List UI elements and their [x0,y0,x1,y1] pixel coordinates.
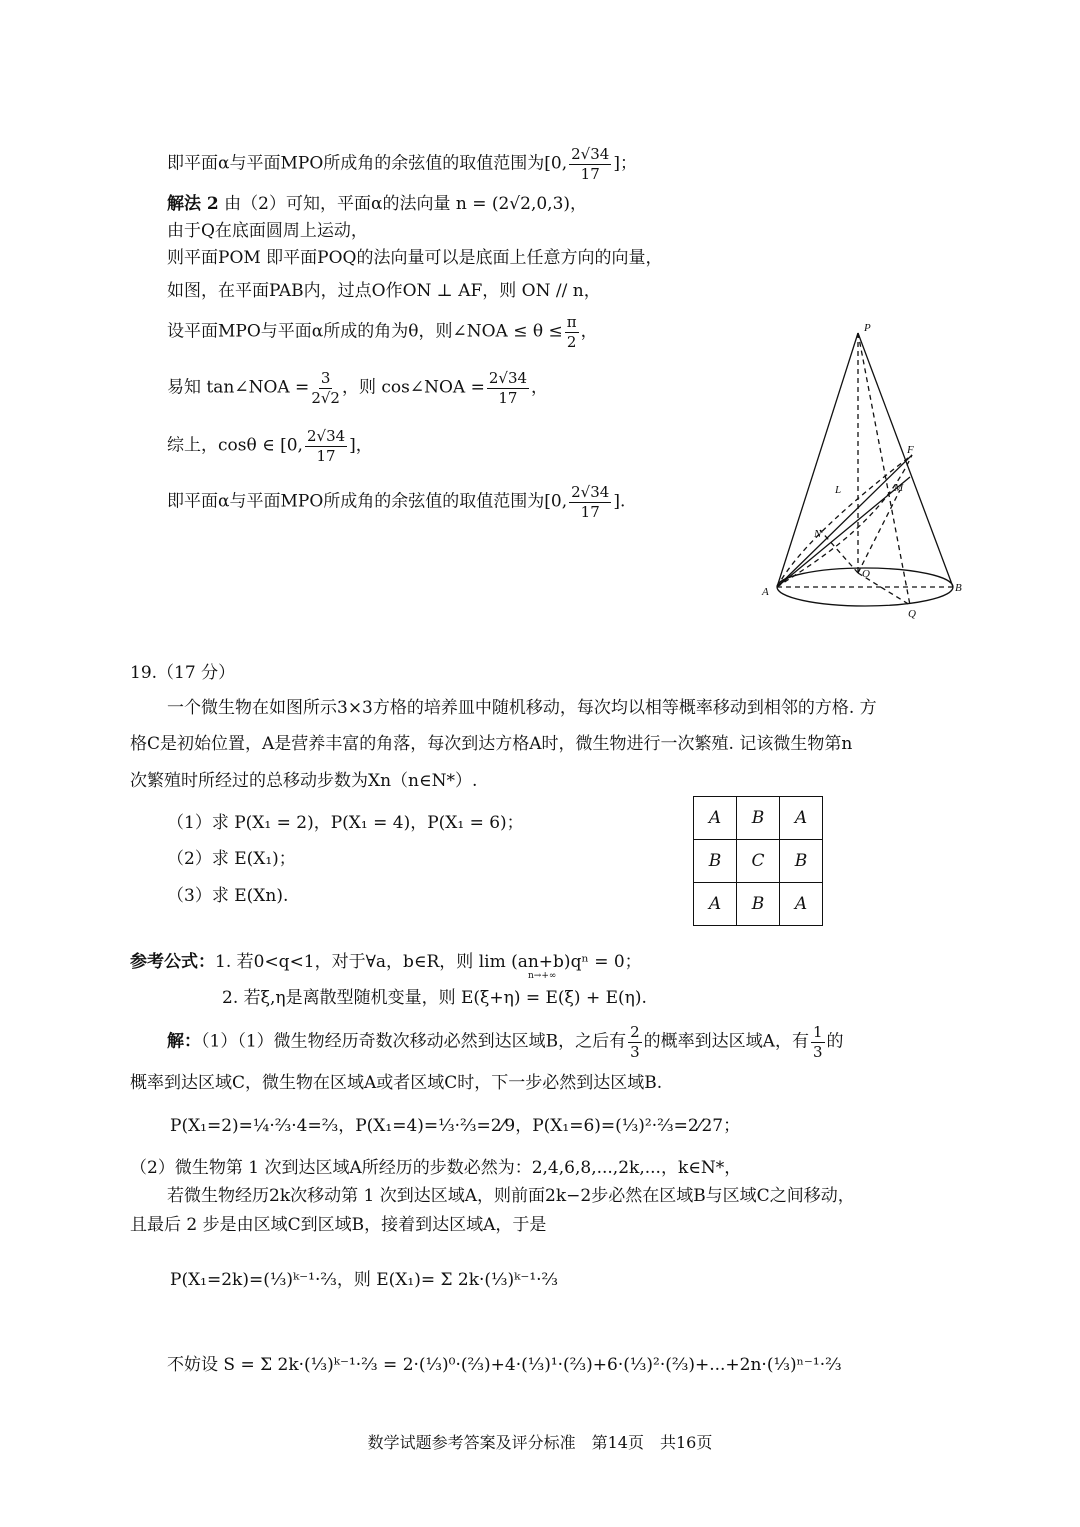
line-range-1: 即平面α与平面MPO所成角的余弦值的取值范围为[0, $\frac{2√34}{17}$ ]； [167,145,637,183]
sol-line-5: 若微生物经历2k次移动第 1 次到达区域A，则前面2k−2步必然在区域B与区域C之间移动， [167,1186,855,1206]
q19-para-1: 一个微生物在如图所示3×3方格的培养皿中随机移动，每次均以相等概率移动到相邻的方格. 方 [167,698,877,718]
line-tan-cos: 易知 tan∠NOA = $\frac{3}{2√2}$ ，则 cos∠NOA = $\frac{2√34}{17}$ ， [167,369,549,407]
q19-header: 19.（17 分） [130,663,236,683]
ref-formula-1: 参考公式：1. 若0<q<1，对于∀a，b∈R，则 lim (an+b)qⁿ = 0； [130,952,642,972]
page-footer: 数学试题参考答案及评分标准 第14页 共16页 [367,1433,713,1452]
q19-sub-3: （3）求 E(Xn). [167,886,289,906]
grid-cell: A [780,797,823,840]
line-range-2: 即平面α与平面MPO所成角的余弦值的取值范围为[0, $\frac{2√34}{17}$ ]. [167,483,626,521]
lim-subscript: n→+∞ [528,971,557,981]
figure-label-p: P [864,322,871,334]
grid-cell: B [694,840,737,883]
figure-label-q: Q [908,608,916,620]
line-normal-vector: 则平面POM 即平面POQ的法向量可以是底面上任意方向的向量， [167,248,663,268]
sol-line-7: P(X₁=2k)=(⅓)ᵏ⁻¹·⅔，则 E(X₁)= Σ 2k·(⅓)ᵏ⁻¹·⅔ [170,1270,559,1290]
sol-line-3: P(X₁=2)=¼·⅔·4=⅔，P(X₁=4)=⅓·⅔=2⁄9，P(X₁=6)=(⅓)²·⅔=2⁄27； [170,1116,741,1136]
grid-cell: A [694,883,737,926]
grid-cell: C [737,840,780,883]
figure-label-o: O [862,568,870,580]
q19-sub-2: （2）求 E(X₁)； [167,849,296,869]
figure-label-b: B [955,582,962,594]
line-summary: 综上，cosθ ∈ [0, $\frac{2√34}{17}$ ]， [167,427,373,465]
line-angle-range: 设平面MPO与平面α所成的角为θ，则∠NOA ≤ θ ≤ $\frac{\pi}{2}$ ， [167,313,598,351]
line-on-perp: 如图，在平面PAB内，过点O作ON ⊥ AF，则 ON // n， [167,281,601,301]
ref-label: 参考公式： [130,952,215,972]
sol-line-1: 解：（1）（1）微生物经历奇数次移动必然到达区域B，之后有 $\frac{2}{3}$ 的概率到达区域A，有 $\frac{1}{3}$ 的 [167,1023,844,1061]
q19-para-2: 格C是初始位置，A是营养丰富的角落，每次到达方格A时，微生物进行一次繁殖. 记该微生物第n [130,734,853,754]
figure-label-a: A [762,586,769,598]
method2-label: 解法 2 [167,194,219,214]
figure-label-l: L [835,484,842,496]
petri-grid [693,796,823,926]
q19-para-3: 次繁殖时所经过的总移动步数为Xn（n∈N*）. [130,771,478,791]
grid-cell: B [737,883,780,926]
grid-cell: B [780,840,823,883]
ref-formula-2: 2. 若ξ,η是离散型随机变量，则 E(ξ+η) = E(ξ) + E(η). [222,988,647,1008]
sol-line-2: 概率到达区域C，微生物在区域A或者区域C时，下一步必然到达区域B. [130,1073,663,1093]
cone-figure [740,315,980,625]
figure-label-m: M [894,482,904,494]
sol-line-6: 且最后 2 步是由区域C到区域B，接着到达区域A，于是 [130,1215,547,1235]
sol-line-8: 不妨设 S = Σ 2k·(⅓)ᵏ⁻¹·⅔ = 2·(⅓)⁰·(⅔)+4·(⅓)¹·(⅔)+6·(⅓)²·(⅔)+...+2n·(⅓)ⁿ⁻¹·⅔ [167,1355,842,1375]
line-method2: 解法 2 由（2）可知，平面α的法向量 n = (2√2,0,3)， [167,194,588,214]
figure-label-f: F [907,444,914,456]
line-q-circle: 由于Q在底面圆周上运动， [167,221,368,241]
grid-cell: B [737,797,780,840]
grid-cell: A [780,883,823,926]
q19-sub-1: （1）求 P(X₁ = 2)，P(X₁ = 4)，P(X₁ = 6)； [167,813,524,833]
fraction: $\frac{2√34}{17}$ [571,145,610,183]
figure-label-n: N [814,528,822,540]
grid-cell: A [694,797,737,840]
sol-line-4: （2）微生物第 1 次到达区域A所经历的步数必然为：2,4,6,8,...,2k,...，k∈N*， [130,1158,742,1178]
